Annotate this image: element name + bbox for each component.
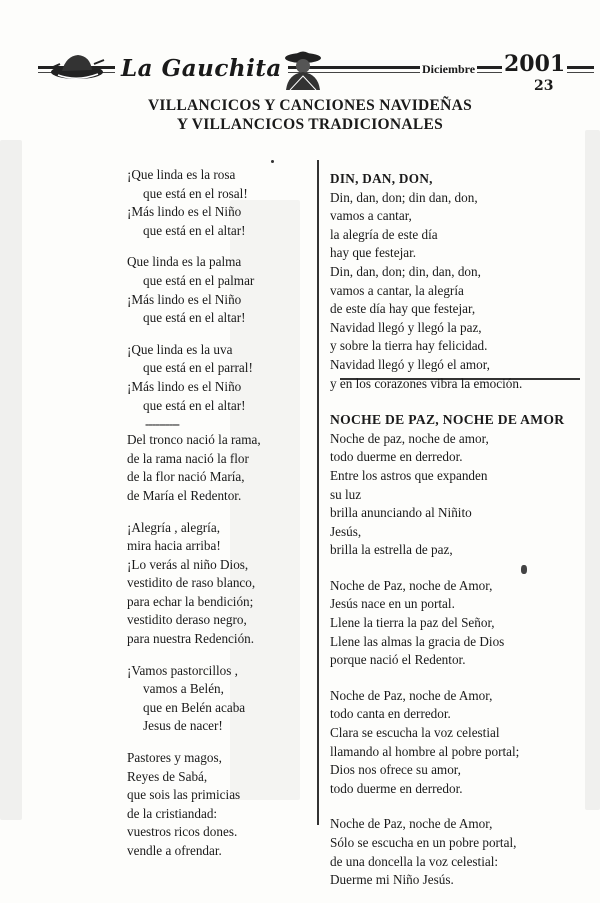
verse-line: llamando al hombre al pobre portal; [330,743,520,759]
verse-line: que está en el palmar [143,272,255,288]
stanza-alegria [127,519,307,649]
page-title-line-2: Y VILLANCICOS TRADICIONALES [176,116,444,133]
column-divider [317,160,319,825]
verse-line: Entre los astros que expanden [330,467,488,483]
verse-line: brilla anunciando al Niñito [330,505,472,521]
brand-title: La Gauchita [115,55,288,82]
verse-line: que está en el altar! [143,222,246,238]
verse-line: ¡Más lindo es el Niño [127,291,242,307]
issue-month: Diciembre [422,62,476,76]
section-heading: DIN, DAN, DON, [330,171,433,186]
verse-line: que está en el altar! [143,397,246,413]
verse-line: Noche de Paz, noche de Amor, [330,816,493,832]
verse-line: ¡Vamos pastorcillos , [127,662,238,678]
verse-line: vendle a ofrendar. [127,843,222,858]
verse-line: Pastores y magos, [127,750,222,766]
verse-line: de la flor nació María, [127,469,245,485]
verse-line: la alegría de este día [330,226,438,242]
stanza-pastorcillos [127,662,307,736]
stanza-rosa [127,166,307,240]
verse-line: vamos a cantar, [330,208,412,224]
verse-line: de la cristiandad: [127,805,218,821]
page-title-line-1: VILLANCICOS Y CANCIONES NAVIDEÑAS [147,97,473,114]
verse-line: Reyes de Sabá, [127,768,208,784]
stanza-tronco [127,431,307,505]
verse-line: Sólo se escucha en un pobre portal, [330,835,517,850]
verse-line: ¡Lo verás al niño Dios, [127,556,249,572]
verse-line: y sobre la tierra hay felicidad. [330,338,488,354]
stanza-noche-3 [330,687,575,799]
verse-line: que sois las primicias [127,787,241,803]
ink-dot [271,160,274,163]
verse-line: Duerme mi Niño Jesús. [330,872,454,888]
section-din-dan-don [330,170,575,393]
verse-line: Din, dan, don; din, dan, don, [330,263,481,279]
verse-line: hay que festejar. [330,245,417,261]
verse-line: Navidad llegó y llegó la paz, [330,319,482,335]
verse-line: que en Belén acaba [143,699,246,715]
stanza-separator: ---------- [145,416,179,432]
issue-year: 2001 [504,51,566,77]
verse-line: Navidad llegó y llegó el amor, [330,356,490,372]
verse-line: Llene las almas la gracia de Dios [330,633,505,649]
verse-line: porque nació el Redentor. [330,652,466,668]
left-column [127,166,307,874]
verse-line: Jesus de nacer! [143,718,223,734]
verse-line: que está en el rosal! [143,185,248,201]
right-column [330,170,575,903]
verse-line: para echar la bendición; [127,593,254,609]
verse-line: todo duerme en derredor. [330,449,463,465]
verse-line: Noche de Paz, noche de Amor, [330,687,493,703]
verse-line: Noche de Paz, noche de Amor, [330,577,493,593]
verse-line: Din, dan, don; din dan, don, [330,189,478,205]
verse-line: Jesús nace en un portal. [330,596,455,612]
verse-line: vamos a cantar, la alegría [330,282,464,298]
verse-line: vuestros ricos dones. [127,824,238,840]
verse-line: y en los corazones vibra la emoción. [330,375,523,391]
verse-line: que está en el parral! [143,360,253,376]
stanza-uva [127,341,307,415]
verse-line: Del tronco nació la rama, [127,432,261,448]
stanza-noche-4 [330,815,575,889]
verse-line: su luz [330,486,362,502]
bleed-through-left [0,140,22,820]
page-number: 23 [534,78,554,94]
verse-line: de este día hay que festejar, [330,301,476,317]
verse-line: Que linda es la palma [127,254,242,270]
verse-line: de la rama nació la flor [127,450,249,466]
gaucho-hat-logo-icon [48,50,106,86]
stanza-noche-2 [330,577,575,670]
verse-line: todo duerme en derredor. [330,780,463,796]
verse-line: vamos a Belén, [143,681,224,697]
section-noche-de-paz [330,411,575,560]
gaucho-bust-logo-icon [278,48,328,90]
verse-line: ¡Más lindo es el Niño [127,204,242,220]
verse-line: Noche de paz, noche de amor, [330,430,489,446]
verse-line: vestidito deraso negro, [127,612,247,628]
stanza-palma [127,253,307,327]
verse-line: todo canta en derredor. [330,706,451,722]
verse-line: mira hacia arriba! [127,538,221,554]
verse-line: de una doncella la voz celestial: [330,853,499,869]
verse-line: Dios nos ofrece su amor, [330,762,461,778]
verse-line: de María el Redentor. [127,487,242,503]
verse-line: Clara se escucha la voz celestial [330,725,500,741]
verse-line: vestidito de raso blanco, [127,575,256,591]
verse-line: Llene la tierra la paz del Señor, [330,615,495,631]
stanza-pastores-magos [127,749,307,861]
verse-line: para nuestra Redención. [127,631,255,647]
verse-line: ¡Que linda es la uva [127,341,233,357]
bleed-through-right [585,130,600,810]
verse-line: ¡Alegría , alegría, [127,519,220,535]
section-heading: NOCHE DE PAZ, NOCHE DE AMOR [330,412,565,428]
verse-line: ¡Que linda es la rosa [127,167,236,182]
verse-line: brilla la estrella de paz, [330,542,453,558]
verse-line: que está en el altar! [143,310,246,326]
verse-line: Jesús, [330,523,362,539]
verse-line: ¡Más lindo es el Niño [127,378,242,394]
